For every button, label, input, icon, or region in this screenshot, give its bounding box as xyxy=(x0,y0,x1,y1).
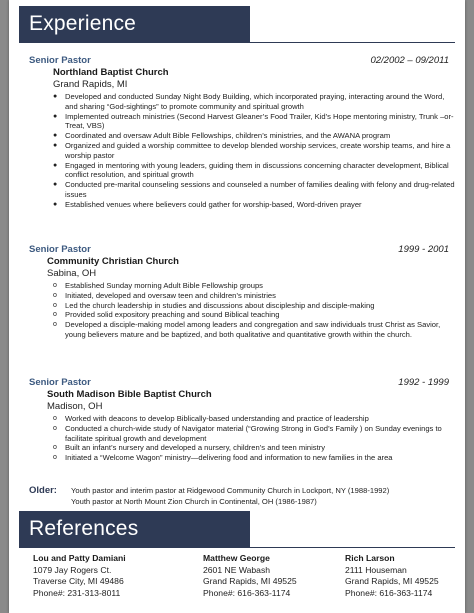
bullet-marker: ● xyxy=(53,93,58,100)
older-line: Youth pastor and interim pastor at Ridgewood Community Church in Lockport, NY (1988-1992) xyxy=(71,486,390,495)
reference-city: Grand Rapids, MI 49525 xyxy=(203,576,297,587)
experience-heading: Experience xyxy=(19,6,250,42)
list-item xyxy=(53,180,459,200)
bullet-marker: ● xyxy=(53,132,58,140)
reference-name: Rich Larson xyxy=(345,553,395,563)
duty-text: Coordinated and oversaw Adult Bible Fellowships, children’s ministries, and the AWANA program xyxy=(65,131,391,141)
list-item xyxy=(53,320,459,340)
church-name: South Madison Bible Baptist Church xyxy=(47,389,212,400)
bullet-marker: o xyxy=(53,301,57,309)
experience-divider xyxy=(19,42,455,43)
duty-text: Developed and conducted Sunday Night Body Building, which incorporated praying, interacting around the Word, and sharing “God-sightings” to promote community and spiritual growth xyxy=(65,92,445,111)
list-item xyxy=(53,443,459,453)
reference-phone: Phone#: 616-363-1174 xyxy=(203,587,291,598)
list-item xyxy=(53,112,459,132)
list-item xyxy=(53,161,459,181)
church-city: Madison, OH xyxy=(47,401,103,412)
reference-street: 2601 NE Wabash xyxy=(203,564,271,575)
reference-phone: Phone#: 616-363-1174 xyxy=(345,587,433,598)
list-item xyxy=(53,200,459,210)
duty-text: Engaged in mentoring with young leaders, guiding them in discussions concerning character development, Biblical conflict resolution, and spiritual growth xyxy=(65,160,449,180)
duty-text: Developed a disciple-making model among leaders and congregation and saw individuals trust Christ as Savior, young believers mature and be baptized, and both qualitative and quantitative growth within the church. xyxy=(65,320,441,339)
list-item xyxy=(53,414,459,424)
bullet-marker: ● xyxy=(53,181,58,189)
list-item xyxy=(53,291,459,301)
list-item xyxy=(53,281,459,291)
duty-text: Worked with deacons to develop Biblically-based understanding and practice of leadership xyxy=(65,414,369,423)
job-dates: 1999 - 2001 xyxy=(398,244,449,255)
church-city: Sabina, OH xyxy=(47,268,97,279)
bullet-marker: ● xyxy=(53,200,58,208)
bullet-marker: o xyxy=(53,415,57,422)
job-entry-community xyxy=(29,244,449,369)
job-dates: 02/2002 – 09/2011 xyxy=(370,55,449,66)
job-duties-list xyxy=(53,281,459,340)
duty-text: Initiated, developed and oversaw teen and children’s ministries xyxy=(65,290,276,300)
bullet-marker: o xyxy=(53,282,57,289)
church-name: Northland Baptist Church xyxy=(53,67,169,78)
list-item xyxy=(53,131,459,141)
older-label: Older: xyxy=(29,485,57,496)
references-divider xyxy=(19,547,455,548)
duty-text: Organized and guided a worship committee to develop blended worship services, create worship teams, and hire a worship pastor xyxy=(65,140,451,160)
job-entry-northland xyxy=(29,55,455,255)
reference-city: Grand Rapids, MI 49525 xyxy=(345,576,439,587)
duty-text: Led the church leadership in studies and discussions about discipleship and disciple-making xyxy=(65,300,375,310)
reference-street: 2111 Houseman xyxy=(345,564,407,575)
job-title: Senior Pastor xyxy=(29,55,91,66)
resume-page xyxy=(9,0,465,613)
bullet-marker: o xyxy=(53,311,57,319)
bullet-marker: o xyxy=(53,291,57,299)
reference-city: Traverse City, MI 49486 xyxy=(33,576,124,587)
bullet-marker: o xyxy=(53,454,57,462)
duty-text: Implemented outreach ministries (Second Harvest Gleaner’s Food Trailer, Kid’s Hope mentoring ministry, Trunk –or-Treat, VBS) xyxy=(65,111,454,131)
reference-card xyxy=(33,553,173,599)
bullet-marker: ● xyxy=(53,161,58,169)
bullet-marker: o xyxy=(53,444,57,452)
bullet-marker: ● xyxy=(53,112,58,120)
references-heading: References xyxy=(19,511,250,547)
list-item xyxy=(53,453,459,463)
church-city: Grand Rapids, MI xyxy=(53,79,128,90)
duty-text: Provided solid expository preaching and sound Biblical teaching xyxy=(65,310,280,320)
older-line: Youth pastor at North Mount Zion Church in Continental, OH (1986-1987) xyxy=(71,497,317,506)
bullet-marker: ● xyxy=(53,141,58,149)
job-title: Senior Pastor xyxy=(29,244,91,255)
reference-name: Lou and Patty Damiani xyxy=(33,553,126,563)
duty-text: Built an infant’s nursery and developed a nursery, children’s and teen ministry xyxy=(65,443,326,453)
duty-text: Established venues where believers could gather for worship-based, Word-driven prayer xyxy=(65,199,362,209)
job-duties-list xyxy=(53,414,459,463)
duty-text: Conducted pre-marital counseling sessions and counseled a number of families dealing with felony and drug-related issues xyxy=(65,180,455,199)
reference-name: Matthew George xyxy=(203,553,270,563)
reference-phone: Phone#: 231-313-8011 xyxy=(33,587,121,598)
list-item xyxy=(53,141,459,161)
duty-text: Initiated a “Welcome Wagon” ministry—delivering food and information to new families in the area xyxy=(65,453,393,463)
job-duties-list xyxy=(53,92,459,210)
bullet-marker: o xyxy=(53,424,57,432)
job-dates: 1992 - 1999 xyxy=(398,377,449,388)
duty-text: Established Sunday morning Adult Bible Fellowship groups xyxy=(65,281,263,290)
list-item xyxy=(53,92,459,112)
list-item xyxy=(53,310,459,320)
list-item xyxy=(53,424,459,444)
job-entry-south-madison xyxy=(29,377,449,482)
reference-card xyxy=(345,553,461,599)
reference-street: 1079 Jay Rogers Ct. xyxy=(33,564,112,575)
reference-card xyxy=(203,553,343,599)
job-title: Senior Pastor xyxy=(29,377,91,388)
church-name: Community Christian Church xyxy=(47,256,179,267)
bullet-marker: o xyxy=(53,321,57,329)
list-item xyxy=(53,301,459,311)
duty-text: Conducted a church-wide study of Navigator material (“Growing Strong in God’s Family ) on Sunday evenings to facilitate spiritual growth and development xyxy=(65,423,442,443)
